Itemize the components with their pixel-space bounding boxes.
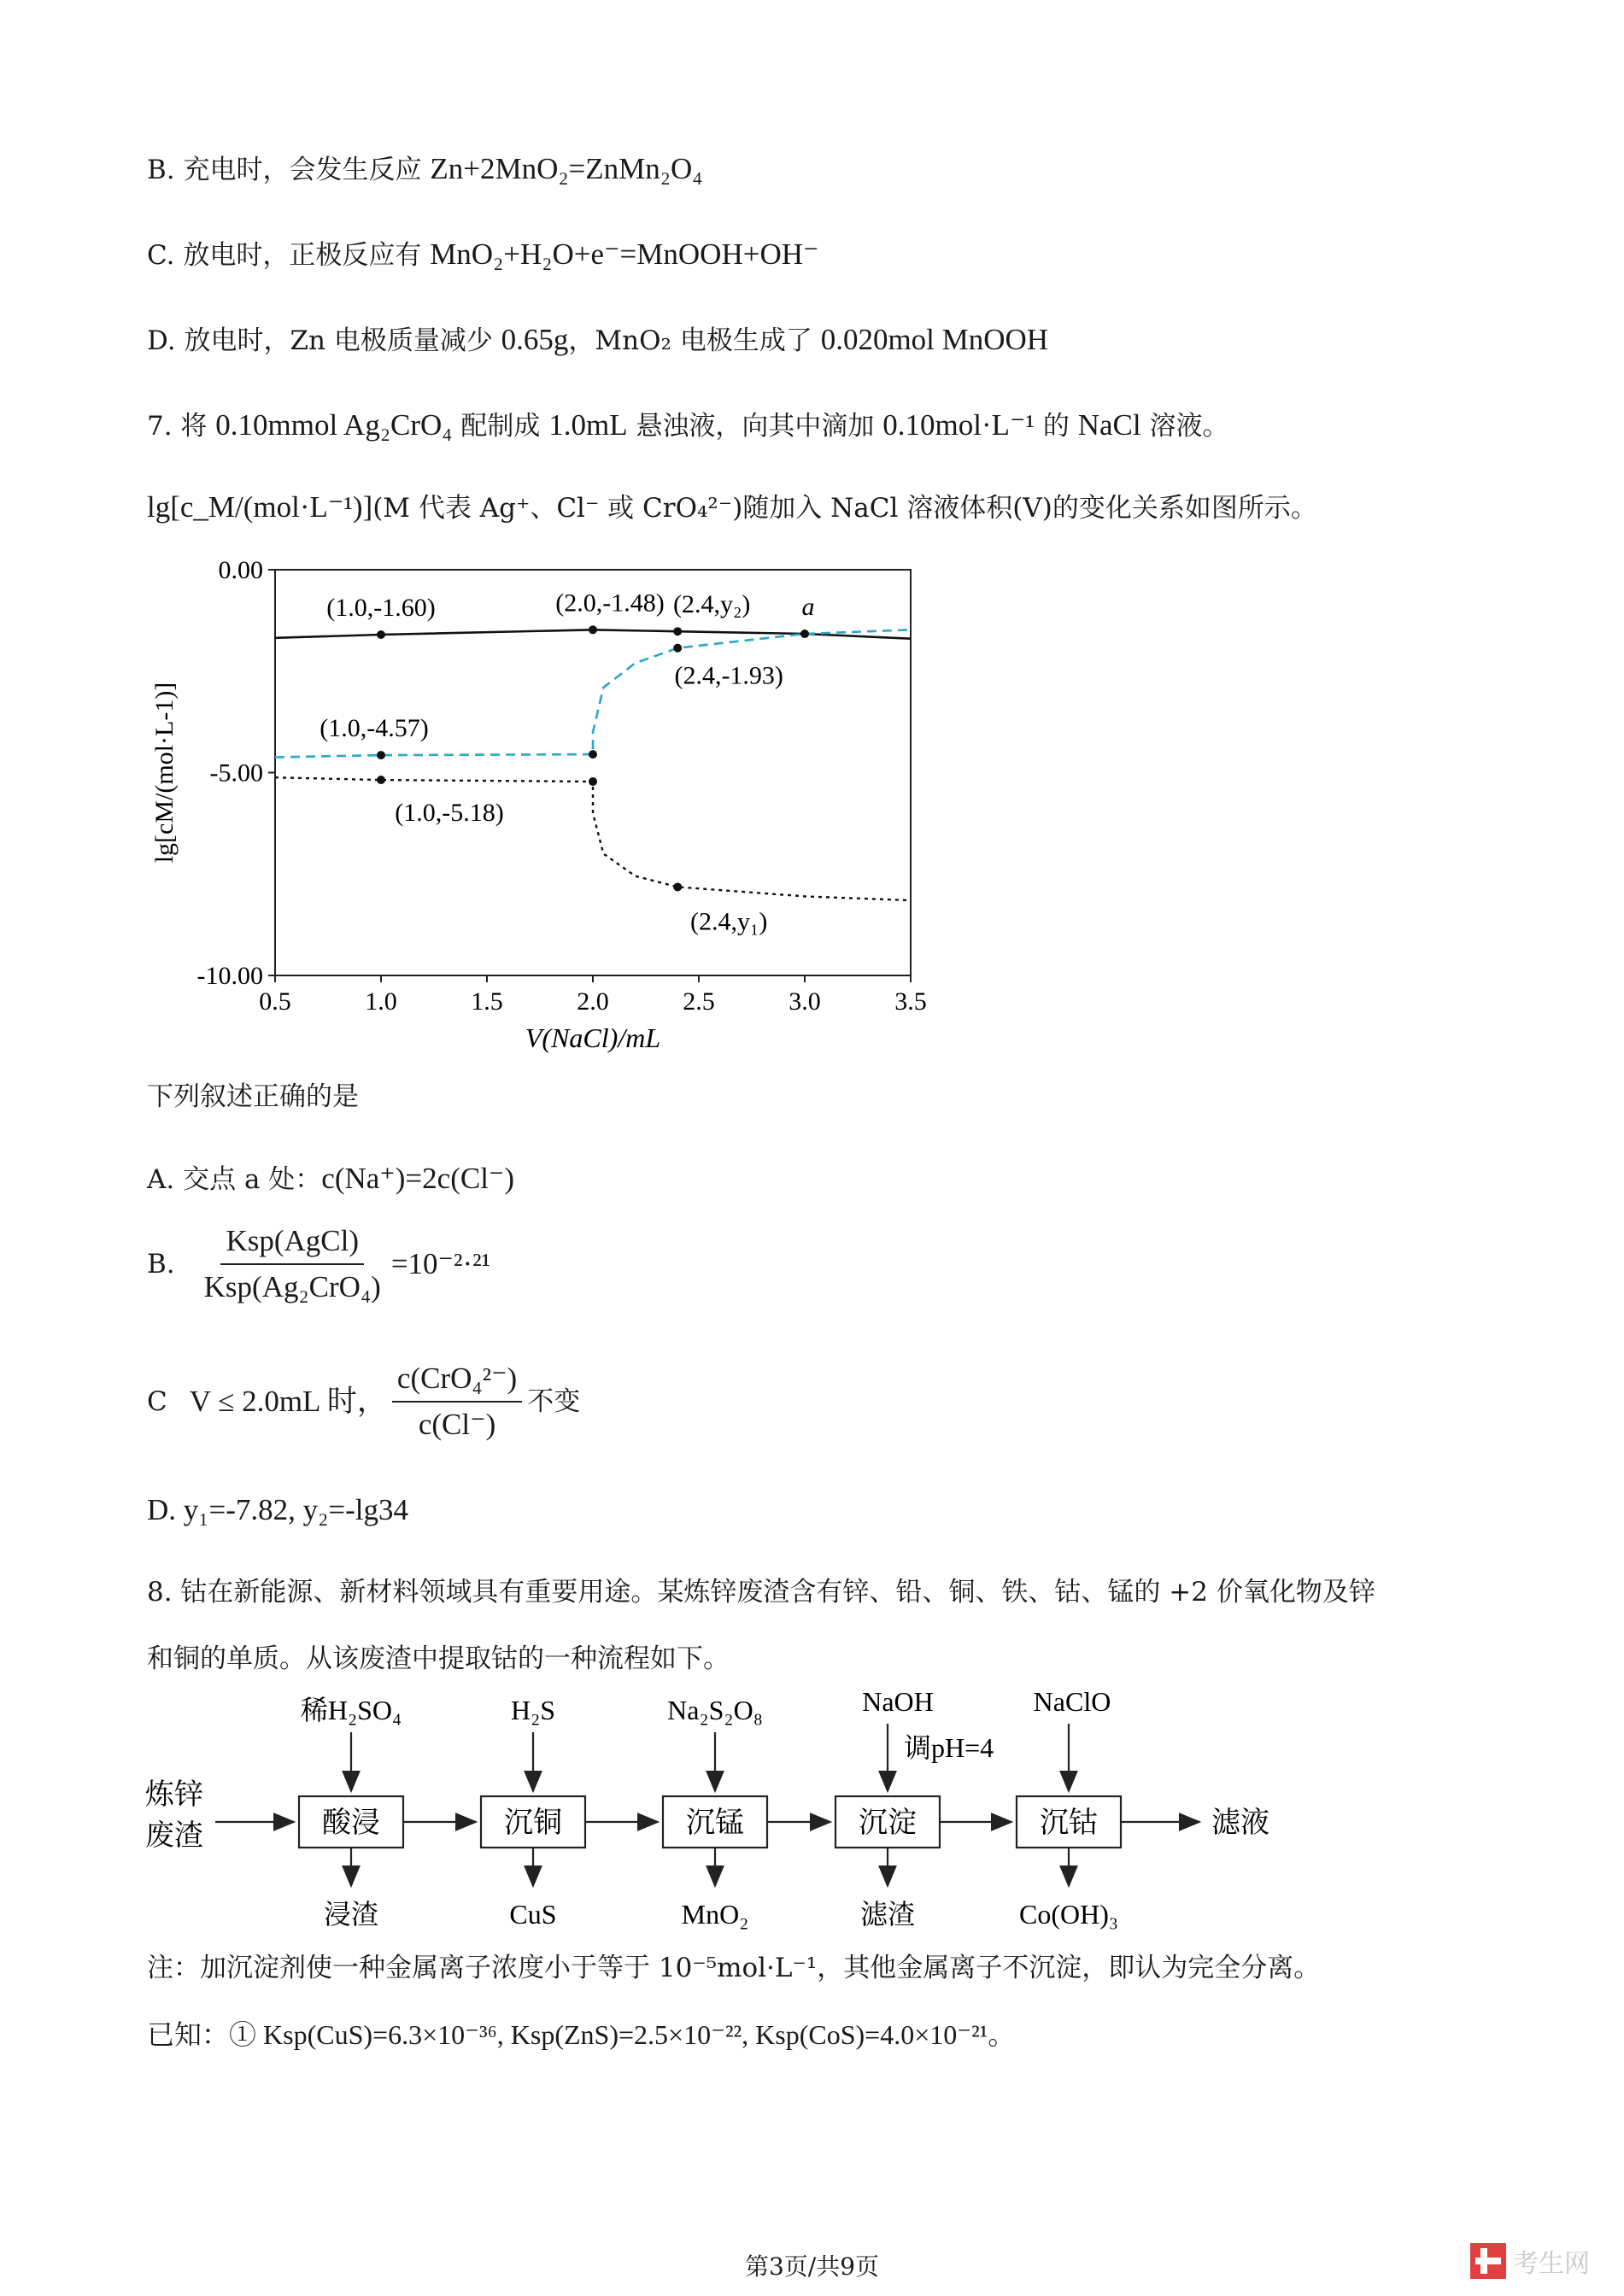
flow-end-label: 滤液	[1211, 1807, 1269, 1839]
q7-option-b-fraction	[199, 1222, 386, 1306]
q7-option-b	[147, 1223, 490, 1305]
option-c-line	[147, 236, 818, 274]
option-d-text: D. 放电时，Zn 电极质量减少	[147, 325, 501, 356]
flow-product-5: Co(OH)₃	[1018, 1899, 1119, 1930]
annotation-4: (2.4,-1.93)	[674, 661, 783, 690]
x-tick-label-2: 1.5	[471, 987, 503, 1016]
data-point-4	[673, 644, 682, 653]
option-b-equation: Zn+2MnO₂=ZnMn₂O₄	[430, 152, 703, 185]
question-7-line2	[147, 489, 1317, 527]
flow-step-name-5: 沉钴	[1040, 1807, 1098, 1839]
flow-product-3: MnO₂	[681, 1899, 749, 1930]
option-b-line	[147, 150, 702, 189]
data-point-6	[589, 750, 597, 758]
x-tick-label-6: 3.5	[894, 987, 927, 1016]
data-point-3	[800, 630, 809, 638]
x-tick-label-1: 1.0	[365, 987, 397, 1016]
watermark-logo	[1470, 2242, 1590, 2280]
option-d-mass: 0.65g	[501, 323, 569, 356]
data-point-8	[589, 777, 597, 786]
watermark-icon	[1470, 2243, 1506, 2279]
option-d-amount: 0.020mol MnOOH	[820, 323, 1049, 356]
q7-option-b-label: B.	[147, 1249, 175, 1280]
question-8-line1: 8. 钴在新能源、新材料领域具有重要用途。某炼锌废渣含有锌、铅、铜、铁、钴、锰的 +2 价氧化物及锌	[147, 1577, 1375, 1608]
q7-option-a	[147, 1160, 514, 1198]
page-number: 第3页/共9页	[744, 2252, 880, 2281]
q7-option-c-label: C	[147, 1386, 167, 1417]
flow-reagent-1: 稀H₂SO₄	[300, 1695, 402, 1725]
q7-volume: 1.0mL	[548, 408, 628, 442]
q7-option-c-numerator: c(CrO₄²⁻)	[392, 1360, 522, 1403]
x-tick-label-5: 3.0	[789, 987, 821, 1016]
known-text: 已知：① Ksp(CuS)=6.3×10⁻³⁶, Ksp(ZnS)=2.5×10⁻²², Ksp(CoS)=4.0×10⁻²¹。	[147, 2019, 1016, 2050]
flow-reagent-2: H₂S	[510, 1695, 556, 1725]
option-c-equation: MnO₂+H₂O+e⁻=MnOOH+OH⁻	[430, 237, 819, 271]
q7-option-b-rhs: =10⁻²·²¹	[390, 1247, 491, 1280]
q7-text-d: 的	[1035, 411, 1078, 442]
q7-text-b: 配制成	[452, 411, 549, 442]
flow-diagram	[0, 1674, 1624, 1930]
x-tick-label-3: 2.0	[577, 987, 609, 1016]
annotation-7: (2.4,y₁)	[689, 907, 768, 936]
q7-text-e: 溶液。	[1140, 411, 1229, 442]
data-point-2	[673, 627, 682, 636]
q7-line2-text: (M 代表 Ag⁺、Cl⁻ 或 CrO₄²⁻)随加入 NaCl 溶液体积(V)的变化关系如图所示。	[372, 493, 1317, 524]
flow-step-name-2: 沉铜	[504, 1807, 562, 1839]
y-tick-label-0: 0.00	[218, 556, 263, 584]
annotation-0: (1.0,-1.60)	[326, 594, 436, 622]
flow-start-label-1: 炼锌	[145, 1779, 203, 1811]
x-tick-label-4: 2.5	[683, 987, 715, 1016]
y-tick-label-1: -5.00	[209, 758, 263, 788]
flow-start-label-2: 废渣	[145, 1820, 203, 1852]
q7-text-a: 7. 将	[147, 411, 216, 442]
concentration-chart	[0, 547, 1624, 1059]
flow-step-name-4: 沉淀	[859, 1807, 917, 1839]
flow-reagent-4-note: 调pH=4	[904, 1732, 994, 1763]
q7-amount: 0.10mmol Ag₂CrO₄	[215, 408, 453, 442]
q7-option-c-end: 不变	[527, 1386, 581, 1417]
y-tick-label-2: -10.00	[196, 962, 263, 990]
data-point-9	[673, 882, 682, 891]
flow-step-name-3: 沉锰	[686, 1807, 744, 1839]
q7-option-c	[147, 1355, 580, 1449]
annotation-5: (1.0,-4.57)	[320, 714, 429, 743]
q7-option-d	[147, 1491, 408, 1530]
flow-product-1: 浸渣	[323, 1899, 379, 1930]
q7-concentration: 0.10mol·L⁻¹	[882, 408, 1035, 442]
q7-option-b-denominator: Ksp(Ag₂CrO₄)	[203, 1270, 381, 1303]
annotation-1: (2.0,-1.48)	[555, 589, 665, 618]
note-line: 注：加沉淀剂使一种金属离子浓度小于等于 10⁻⁵mol·L⁻¹，其他金属离子不沉淀，即认为完全分离。	[147, 1953, 1321, 1983]
data-point-0	[377, 630, 385, 639]
y-axis-label: lg[cM/(mol·L-1)]	[150, 682, 179, 864]
option-d-line	[147, 321, 1048, 360]
annotation-2: (2.4,y₂)	[672, 590, 751, 619]
annotation-6: (1.0,-5.18)	[395, 799, 504, 828]
q7-option-b-numerator: Ksp(AgCl)	[220, 1222, 364, 1265]
option-d-text2: ，MnO₂ 电极生成了	[568, 325, 821, 356]
q7-option-a-expr: c(Na⁺)=2c(Cl⁻)	[321, 1162, 515, 1195]
data-point-1	[589, 625, 597, 634]
q7-option-a-text: A. 交点 a 处：	[147, 1164, 322, 1195]
q7-salt: NaCl	[1077, 408, 1141, 442]
q7-option-c-fraction	[392, 1360, 522, 1444]
flow-reagent-4: NaOH	[862, 1686, 934, 1717]
q7-lg-expression: lg[c_M/(mol·L⁻¹)]	[147, 490, 373, 524]
question-8-line2: 和铜的单质。从该废渣中提取钴的一种流程如下。	[147, 1643, 730, 1674]
flow-step-name-1: 酸浸	[322, 1807, 380, 1839]
question-7-line1	[147, 407, 1228, 445]
flow-product-2: CuS	[509, 1899, 557, 1930]
series-line-2	[275, 777, 911, 900]
annotation-3: a	[801, 593, 815, 622]
q7-option-d-text: D. y₁=-7.82, y₂=-lg34	[147, 1493, 408, 1526]
x-tick-label-0: 0.5	[259, 987, 291, 1016]
x-axis-label: V(NaCl)/mL	[525, 1022, 661, 1053]
q7-option-c-condition: V ≤ 2.0mL 时，	[189, 1385, 387, 1418]
option-b-text: B. 充电时，会发生反应	[147, 155, 431, 185]
flow-product-4: 滤渣	[859, 1899, 916, 1930]
watermark-text: 考生网	[1513, 2249, 1590, 2279]
q7-option-c-denominator: c(Cl⁻)	[418, 1408, 496, 1441]
flow-reagent-3: Na₂S₂O₈	[667, 1695, 763, 1725]
flow-reagent-5: NaClO	[1033, 1686, 1111, 1717]
known-line	[147, 2016, 1015, 2054]
question-7-ask: 下列叙述正确的是	[147, 1081, 359, 1112]
option-c-text: C. 放电时，正极反应有	[147, 240, 431, 271]
data-point-5	[377, 751, 385, 759]
data-point-7	[377, 776, 385, 784]
q7-text-c: 悬浊液，向其中滴加	[627, 411, 883, 442]
